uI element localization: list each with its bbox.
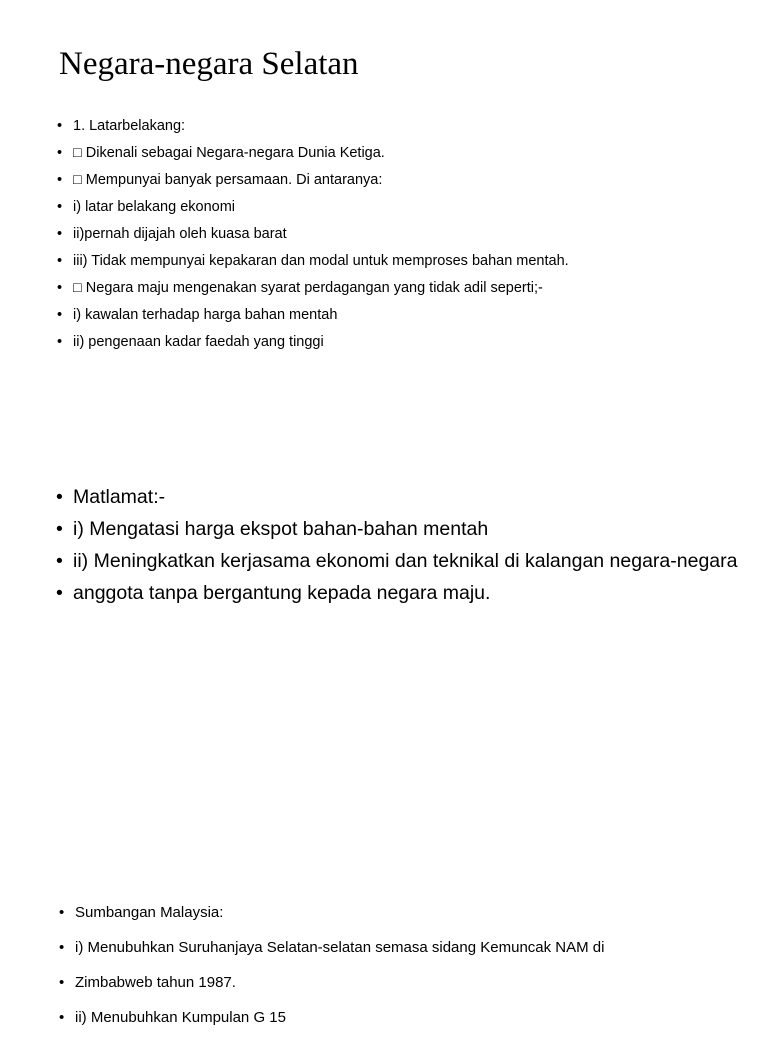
list-item: • ii) Meningkatkan kerjasama ekonomi dan teknikal di kalangan negara-negara [56,549,746,573]
list-item: • □ Mempunyai banyak persamaan. Di antaranya: [57,170,747,197]
list-item: • Zimbabweb tahun 1987. [59,972,749,1007]
list-item: • i) Mengatasi harga ekspot bahan-bahan mentah [56,517,746,541]
list-item: • □ Dikenali sebagai Negara-negara Dunia Ketiga. [57,143,747,170]
list-item: • 1. Latarbelakang: [57,116,747,143]
list-item: • i) Menubuhkan Suruhanjaya Selatan-selatan semasa sidang Kemuncak NAM di [59,937,749,972]
list-item: • ii)pernah dijajah oleh kuasa barat [57,224,747,251]
list-item: • □ Negara maju mengenakan syarat perdagangan yang tidak adil seperti;- [57,278,747,305]
background-list [57,116,747,359]
list-item: • i) kawalan terhadap harga bahan mentah [57,305,747,332]
list-item: • iii) Tidak mempunyai kepakaran dan modal untuk memproses bahan mentah. [57,251,747,278]
list-item: • Matlamat:- [56,485,746,509]
objectives-list [56,485,746,613]
list-item: • i) latar belakang ekonomi [57,197,747,224]
list-item: • anggota tanpa bergantung kepada negara maju. [56,581,746,605]
list-item: • Sumbangan Malaysia: [59,902,749,937]
malaysia-contribution-list [59,902,749,1042]
list-item: • ii) Menubuhkan Kumpulan G 15 [59,1007,749,1042]
page-title: Negara-negara Selatan [59,46,359,82]
list-item: • ii) pengenaan kadar faedah yang tinggi [57,332,747,359]
